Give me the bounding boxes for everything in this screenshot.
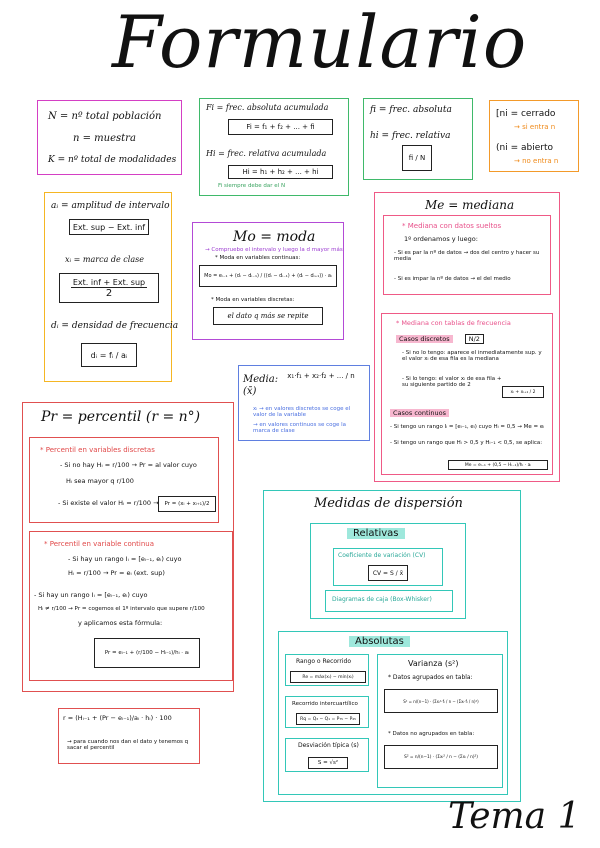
page-title: Formulario [112,0,528,84]
mediana-discretas [396,336,484,343]
varianza-agrupados-formula: S² = n/(n−1) · (Σxᵢ²·fᵢ / n − (Σxᵢ·fᵢ / n)²) [384,689,498,713]
xi-label: xᵢ = marca de clase [65,255,144,264]
xi-formula [59,273,159,303]
cv-formula: CV = S / x̄ [368,565,408,581]
ri-formula: Rq = Q₃ − Q₁ = P₇₅ − P₂₅ [296,713,360,725]
abierto-note: → no entra n [514,157,559,165]
cv-label: Coeficiente de variación (CV) [338,552,426,559]
cv-box [333,548,443,586]
mediana-tabla-box [381,313,553,475]
desv-label: Desviación típica (s) [298,742,359,749]
di-label: dᵢ = densidad de frecuencia [51,321,179,331]
inversa-formula: r = (Hᵢ₋₁ + (Pr − eᵢ₋₁)/aᵢ · hᵢ) · 100 [63,714,172,722]
ai-formula: Ext. sup − Ext. inf [69,219,149,235]
mediana-ordenar: 1º ordenamos y luego: [404,235,478,243]
percentil-c1: - Si hay un rango Iᵢ = [eᵢ₋₁, eᵢ) cuyo [68,555,182,563]
mediana-continuos [390,410,449,417]
moda-note2: * Moda en variables continuas: [215,255,301,261]
mediana-discretas-formula: N/2 [465,334,484,344]
moda-discrete: el dato q más se repite [213,307,323,325]
percentil-discretas: * Percentil en variables discretas [40,446,155,454]
percentil-c3: - Si hay un rango Iᵢ = [eᵢ₋₁, eᵢ) cuyo [34,591,148,599]
percentil-continuas: * Percentil en variable continua [44,540,155,548]
Fi-note: Fi siempre debe dar el N [218,183,286,189]
percentil-box [22,402,234,692]
moda-title: Mo = moda [233,229,316,245]
mediana-box [374,192,560,482]
mediana-continuos-2: - Si tengo un rango que Hᵢ > 0,5 y Hᵢ₋₁ < 0,5, se aplica: [390,440,543,446]
percentil-c5: y aplicamos esta fórmula: [78,619,163,627]
ai-label: aᵢ = amplitud de intervalo [51,201,170,211]
desv-formula: S = √s² [308,757,348,769]
absolutas-box [278,631,508,795]
mediana-discretas-2: - Si lo tengo: el valor xᵢ de esa fila + su siguiente partido de 2 [402,376,502,389]
mediana-par: - Si es par la nº de datos → dos del centro y hacer su media [394,250,540,263]
percentil-title: Pr = percentil (r = n°) [41,409,201,425]
poblacion-n: n = muestra [73,133,136,144]
mediana-tabla: * Mediana con tablas de frecuencia [396,319,511,327]
xi-denominator: 2 [105,287,113,299]
cerrado-note: → si entra n [514,123,556,131]
frecuencias-box [363,98,473,180]
cerrado-label: [ni = cerrado [496,109,556,119]
frecuencias-acumuladas-box [199,98,349,196]
hi-formula: fi / N [402,145,432,171]
percentil-discretas-box [29,437,219,523]
rango-formula: Re = máx(xᵢ) − mín(xᵢ) [290,671,366,683]
mediana-datos-sueltos-box [383,215,551,295]
percentil-d2: Hᵢ sea mayor q r/100 [66,477,134,485]
dispersion-title: Medidas de dispersión [314,496,463,511]
Fi-label: Fi = frec. absoluta acumulada [206,103,329,112]
percentil-d3: - Si existe el valor Hᵢ = r/100 → [58,499,159,507]
percentil-c-formula: Pr = eᵢ₋₁ + (r/100 − Hᵢ₋₁)/hᵢ · aᵢ [94,638,200,668]
rango-label: Rango o Recorrido [296,658,352,665]
moda-note3: * Moda en variables discretas: [211,297,295,303]
fi-label: fi = frec. absoluta [370,105,452,115]
mediana-continuos-formula: Me = eᵢ₋₁ + (0,5 − Hᵢ₋₁)/hᵢ · aᵢ [448,460,548,470]
poblacion-box [37,100,182,175]
xi-numerator: Ext. inf + Ext. sup [72,277,146,287]
media-note2: → en valores continuos se coge la marca de clase [253,422,347,435]
percentil-continua-box [29,531,233,681]
recorrido-intercuartilico-box [285,696,369,728]
relativas-box [310,523,466,619]
amplitud-box [44,192,179,382]
media-note1: xᵢ → en valores discretos se coge el valor de la variable [253,406,351,419]
absolutas-label: Absolutas [349,636,410,647]
percentil-c2: Hᵢ = r/100 → Pr = eᵢ (ext. sup) [68,569,165,577]
moda-note1: → Compruebo el intervalo y luego la d mayor más [205,247,343,253]
varianza-box [377,654,503,788]
mediana-continuos-label: Casos continuos [390,409,449,417]
desviacion-box [285,738,369,772]
varianza-no-agrupados-formula: S² = n/(n−1) · (Σxᵢ² / n − (Σxᵢ / n)²) [384,745,498,769]
rango-box [285,654,369,686]
inversa-note: → para cuando nos dan el dato y tenemos q sacar el percentil [67,739,189,752]
mediana-title: Me = mediana [425,198,515,212]
media-box [238,365,370,441]
Fi-formula: Fi = f₁ + f₂ + ... + fi [228,119,333,135]
varianza-no-agrupados: * Datos no agrupados en tabla: [388,731,475,737]
dispersion-box [263,490,521,802]
mediana-discretas-label: Casos discretos [396,335,453,343]
di-formula: dᵢ = fᵢ / aᵢ [81,343,137,367]
absolutas-title [349,636,410,648]
Hi-formula: Hi = h₁ + h₂ + ... + hi [228,165,333,179]
mediana-datos-sueltos: * Mediana con datos sueltos [402,222,502,230]
moda-formula: Mo = eᵢ₋₁ + (dᵢ − dᵢ₋₁) / ((dᵢ − dᵢ₋₁) + (dᵢ − dᵢ₊₁)) · aᵢ [199,265,337,287]
boxplot-box [325,590,453,612]
cerrado-abierto-box [489,100,579,172]
percentil-d1: - Si no hay Hᵢ = r/100 → Pr = al valor cuyo [60,461,197,469]
media-formula: x₁·f₁ + x₂·f₂ + ... / n [287,372,355,380]
varianza-label: Varianza (s²) [408,659,459,668]
abierto-label: (ni = abierto [496,143,553,153]
ri-label: Recorrido intercuartílico [292,701,358,707]
inversa-box [58,708,200,764]
mediana-discretas-1: - Si no lo tengo: aparece el inmediatamente sup. y el valor xᵢ de esa fila es la mediana [402,350,542,363]
Hi-label: Hi = frec. relativa acumulada [206,149,327,158]
percentil-d3-formula: Pr = (xᵢ + xᵢ₊₁)/2 [158,496,216,512]
tema-label: Tema 1 [448,796,581,837]
poblacion-N: N = nº total población [48,111,162,122]
relativas-title [347,528,405,540]
mediana-continuos-1: - Si tengo un rango Iᵢ = [eᵢ₋₁, eᵢ) cuyo Hᵢ = 0,5 → Me = eᵢ [390,424,545,430]
hi-label: hi = frec. relativa [370,131,451,141]
mediana-impar: - Si es impar la nº de datos → el del medio [394,276,511,282]
poblacion-K: K = nº total de modalidades [48,155,177,165]
varianza-agrupados: * Datos agrupados en tabla: [388,674,473,681]
mediana-discretas-frac: xᵢ + xᵢ₊₁ / 2 [502,386,544,398]
percentil-c4: Hᵢ ≠ r/100 → Pr = cogemos el 1º intervalo que supere r/100 [38,606,205,612]
media-label: Media: (x̄) [243,374,279,397]
boxplot-label: Diagramas de caja (Box-Whisker) [332,596,432,603]
moda-box [192,222,344,340]
relativas-label: Relativas [347,528,405,539]
